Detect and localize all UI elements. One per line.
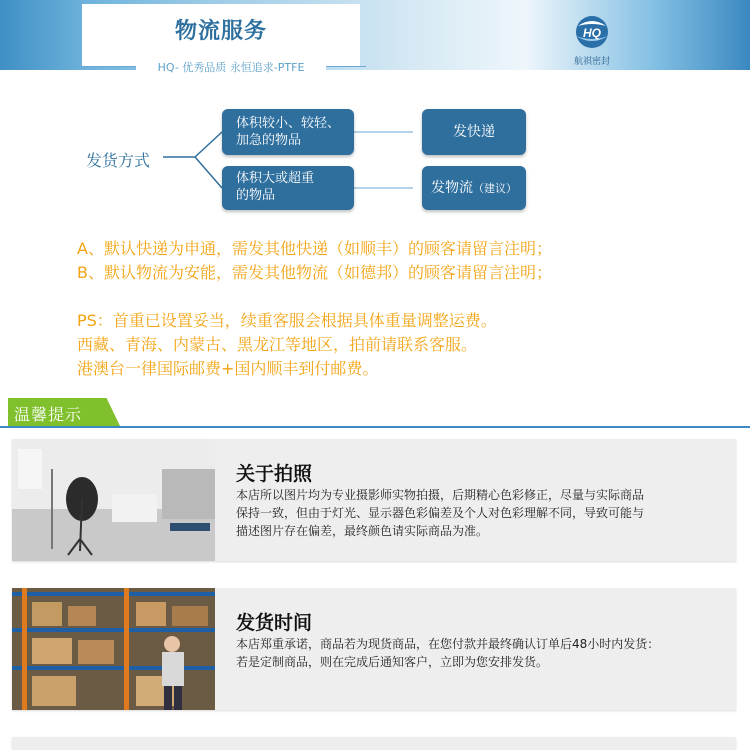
note-ps-weight: PS：首重已设置妥当，续重客服会根据具体重量调整运费。 — [77, 311, 497, 330]
photo-studio-image — [12, 439, 215, 561]
express-box: 发快递 — [422, 109, 526, 155]
photo-info-card — [12, 439, 736, 561]
shipping-flow-connectors — [0, 0, 750, 230]
note-default-express: A、默认快递为申通，需发其他快递（如顺丰）的顾客请留言注明； — [77, 239, 552, 258]
large-items-line-2: 的物品 — [236, 188, 276, 203]
note-remote-regions: 西藏、青海、内蒙古、黑龙江等地区，拍前请联系客服。 — [77, 335, 478, 354]
large-items-box — [222, 166, 354, 210]
shipping-time-title: 发货时间 — [236, 612, 313, 634]
page-title: 物流服务 — [174, 19, 267, 44]
small-items-line-1: 体积较小、较轻、 — [236, 116, 341, 131]
shipping-time-text — [236, 635, 716, 671]
small-items-box — [222, 109, 354, 155]
shipping-method-label: 发货方式 — [86, 151, 151, 170]
large-items-line-1: 体积大或超重 — [236, 171, 315, 186]
tips-heading: 温馨提示 — [14, 405, 83, 424]
freight-recommended-note: （建议） — [473, 182, 517, 195]
shipping-text-line-2: 若是定制商品，则在完成后通知客户，立即为您安排发货。 — [236, 655, 549, 669]
warehouse-image — [12, 588, 215, 710]
note-hk-macao-taiwan: 港澳台一律国际邮费+国内顺丰到付邮费。 — [77, 359, 379, 378]
shipping-time-card — [12, 588, 736, 710]
logo-caption: 航祺密封 — [573, 57, 610, 67]
next-info-card — [12, 737, 736, 750]
small-items-line-2: 加急的物品 — [236, 133, 302, 148]
photo-card-text — [236, 486, 716, 540]
photo-text-line-2: 保持一致，但由于灯光、显示器色彩偏差及个人对色彩理解不同，导致可能与 — [236, 506, 645, 520]
freight-label: 发物流 — [431, 180, 473, 196]
photo-card-title: 关于拍照 — [236, 463, 313, 485]
shipping-text-line-1: 本店郑重承诺，商品若为现货商品，在您付款并最终确认订单后48小时内发货： — [236, 637, 660, 651]
freight-box — [422, 166, 526, 210]
page-subtitle: HQ- 优秀品质 永恒追求-PTFE — [136, 59, 326, 75]
photo-text-line-1: 本店所以图片均为专业摄影师实物拍摄，后期精心色彩修正，尽量与实际商品 — [236, 488, 645, 502]
photo-text-line-3: 描述图片存在偏差，最终颜色请实际商品为准。 — [236, 524, 489, 538]
logo-letters: HQ — [583, 26, 601, 40]
note-default-freight: B、默认物流为安能，需发其他物流（如德邦）的顾客请留言注明； — [77, 263, 552, 282]
